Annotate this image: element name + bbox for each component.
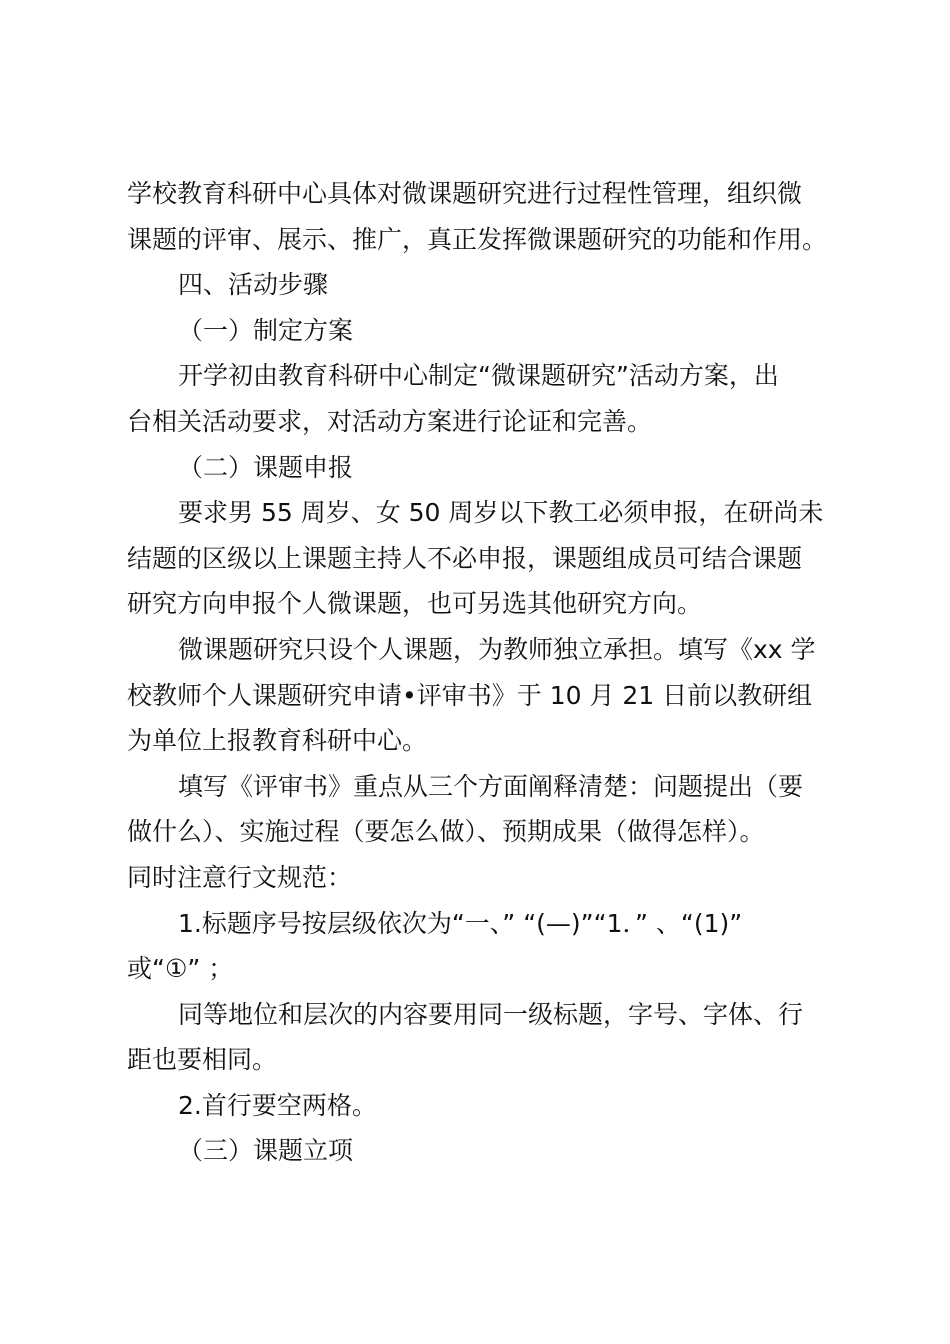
paragraph-review-form	[127, 764, 833, 901]
paragraph-application-requirements	[127, 490, 833, 627]
text-line: 距也要相同。	[127, 1045, 278, 1075]
text-line: 开学初由教育科研中心制定“微课题研究”活动方案，出	[178, 361, 779, 391]
text-line: 同时注意行文规范：	[127, 862, 353, 892]
paragraph-first-line-indent-rule	[127, 1083, 833, 1129]
text-line: 做什么）、实施过程（要怎么做）、预期成果（做得怎样）。	[127, 817, 765, 847]
section-heading-activity-steps	[127, 262, 833, 308]
text-line: 结题的区级以上课题主持人不必申报，课题组成员可结合课题	[127, 543, 803, 573]
subsection-heading-plan	[127, 308, 833, 354]
text-line: 或“①” ；	[127, 954, 234, 984]
text-line: 校教师个人课题研究申请•评审书》于 10 月 21 日前以教研组	[127, 680, 813, 710]
text-line: 2.首行要空两格。	[178, 1090, 377, 1120]
paragraph-continuation	[127, 171, 833, 262]
paragraph-heading-consistency	[127, 992, 833, 1083]
text-line: 课题的评审、展示、推广，真正发挥微课题研究的功能和作用。	[127, 224, 828, 254]
heading-text: （三）课题立项	[178, 1136, 354, 1166]
text-line: 同等地位和层次的内容要用同一级标题，字号、字体、行	[178, 999, 804, 1029]
text-line: 为单位上报教育科研中心。	[127, 726, 428, 756]
text-line: 研究方向申报个人微课题，也可另选其他研究方向。	[127, 589, 703, 619]
text-line: 微课题研究只设个人课题，为教师独立承担。填写《xx 学	[178, 634, 816, 664]
heading-text: （二）课题申报	[178, 452, 354, 482]
text-line: 填写《评审书》重点从三个方面阐释清楚：问题提出（要	[178, 771, 804, 801]
subsection-heading-application	[127, 445, 833, 491]
text-line: 台相关活动要求，对活动方案进行论证和完善。	[127, 406, 653, 436]
text-line: 要求男 55 周岁、女 50 周岁以下教工必须申报，在研尚未	[178, 498, 824, 528]
subsection-heading-approval	[127, 1128, 833, 1174]
heading-text: （一）制定方案	[178, 315, 354, 345]
paragraph-numbering-rule	[127, 901, 833, 992]
text-line: 学校教育科研中心具体对微课题研究进行过程性管理，组织微	[127, 179, 803, 208]
document-body	[127, 171, 833, 1174]
paragraph-individual-topic	[127, 627, 833, 764]
paragraph-plan	[127, 353, 833, 444]
text-line: 1.标题序号按层级依次为“一、” “(—)”“1．” 、“(1)”	[178, 908, 743, 938]
heading-text: 四、活动步骤	[178, 270, 329, 300]
